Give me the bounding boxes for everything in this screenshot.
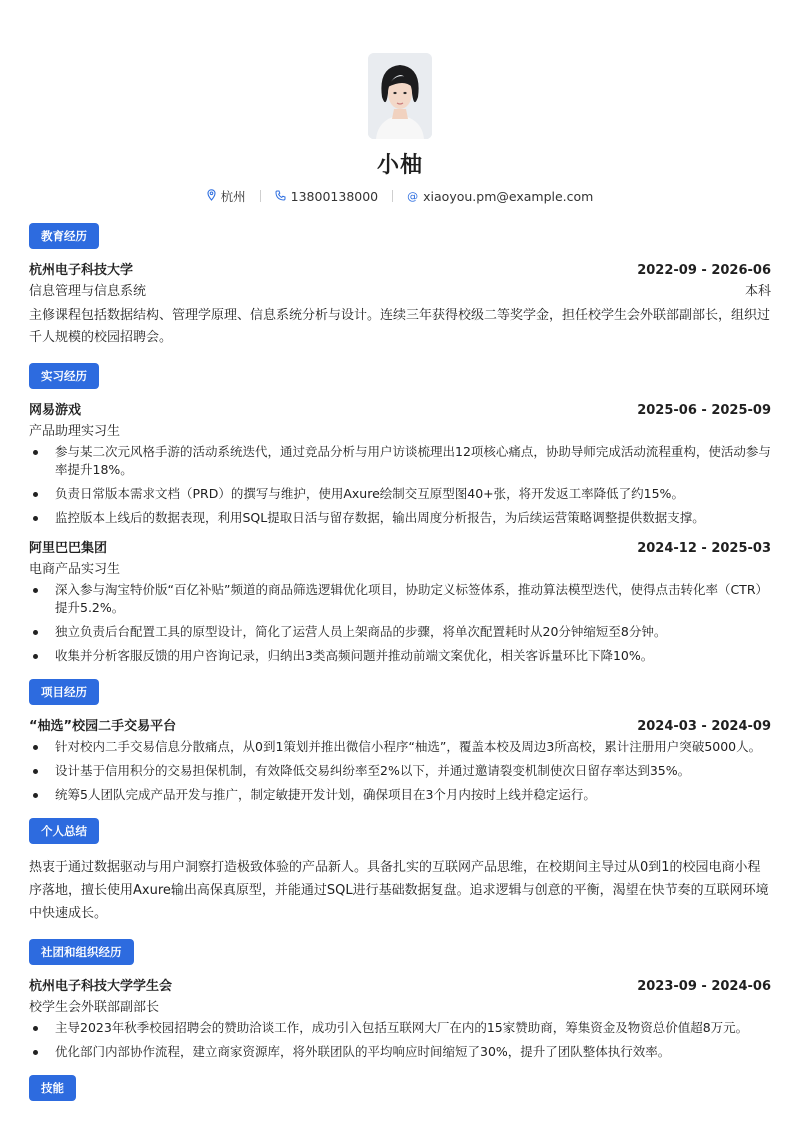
summary-section [29, 818, 771, 925]
bullet-item: 设计基于信用积分的交易担保机制，有效降低交易纠纷率至2%以下，并通过邀请裂变机制使次日留存率达到35%。 [29, 762, 771, 780]
profile-photo [368, 53, 432, 139]
resume-header [0, 0, 800, 205]
bullet-item: 监控版本上线后的数据表现，利用SQL提取日活与留存数据，输出周度分析报告，为后续运营策略调整提供数据支撑。 [29, 509, 771, 527]
job-role: 产品助理实习生 [29, 424, 121, 439]
project-date: 2024-03 - 2024-09 [637, 719, 771, 734]
school-name: 杭州电子科技大学 [29, 263, 134, 278]
project-entry [29, 715, 771, 804]
bullet-item: 收集并分析客服反馈的用户咨询记录，归纳出3类高频问题并推动前端文案优化，相关客诉量环比下降10%。 [29, 647, 771, 665]
bullet-item: 主导2023年秋季校园招聘会的赞助洽谈工作，成功引入包括互联网大厂在内的15家赞助商，筹集资金及物资总价值超8万元。 [29, 1019, 771, 1037]
bullet-item: 深入参与淘宝特价版“百亿补贴”频道的商品筛选逻辑优化项目，协助定义标签体系，推动算法模型迭代，使得点击转化率（CTR）提升5.2%。 [29, 581, 771, 617]
company-name: 网易游戏 [29, 403, 82, 418]
education-section-title: 教育经历 [29, 223, 99, 249]
skills-section-title: 技能 [29, 1075, 76, 1101]
education-date: 2022-09 - 2026-06 [637, 263, 771, 278]
bullet-item: 参与某二次元风格手游的活动系统迭代，通过竞品分析与用户访谈梳理出12项核心痛点，协助导师完成活动流程重构，使活动参与率提升18%。 [29, 443, 771, 479]
bullet-item: 统筹5人团队完成产品开发与推广，制定敏捷开发计划，确保项目在3个月内按时上线并稳定运行。 [29, 786, 771, 804]
bullet-item: 优化部门内部协作流程，建立商家资源库，将外联团队的平均响应时间缩短了30%，提升了团队整体执行效率。 [29, 1043, 771, 1061]
bullet-item: 负责日常版本需求文档（PRD）的撰写与维护，使用Axure绘制交互原型图40+张，将开发返工率降低了约15%。 [29, 485, 771, 503]
email-text[interactable]: xiaoyou.pm@example.com [423, 188, 594, 204]
internship-entry [29, 399, 771, 527]
org-name: 杭州电子科技大学学生会 [29, 979, 173, 994]
bullet-list [29, 443, 771, 527]
contact-bar [0, 187, 800, 205]
summary-section-title: 个人总结 [29, 818, 99, 844]
phone-contact [275, 189, 378, 204]
phone-icon [275, 190, 286, 203]
education-description: 主修课程包括数据结构、管理学原理、信息系统分析与设计。连续三年获得校级二等奖学金，担任校学生会外联部副部长，组织过千人规模的校园招聘会。 [29, 308, 771, 345]
internship-date: 2024-12 - 2025-03 [637, 541, 771, 556]
major-name: 信息管理与信息系统 [29, 284, 147, 299]
club-date: 2023-09 - 2024-06 [637, 979, 771, 994]
internship-section [29, 363, 771, 665]
project-section-title: 项目经历 [29, 679, 99, 705]
summary-text: 热衷于通过数据驱动与用户洞察打造极致体验的产品新人。具备扎实的互联网产品思维，在校期间主导过从0到1的校园电商小程序落地，擅长使用Axure输出高保真原型，并能通过SQL进行基础数据复盘。追求逻辑与创意的平衡，渴望在快节奏的互联网环境中快速成长。 [29, 860, 769, 921]
bullet-list [29, 581, 771, 665]
at-sign-icon: @ [407, 189, 419, 203]
contact-divider [260, 190, 261, 202]
club-role: 校学生会外联部副部长 [29, 1000, 160, 1015]
clubs-section-title: 社团和组织经历 [29, 939, 134, 965]
phone-text[interactable]: 13800138000 [290, 188, 379, 204]
job-role: 电商产品实习生 [29, 562, 121, 577]
internship-date: 2025-06 - 2025-09 [637, 403, 771, 418]
bullet-item: 针对校内二手交易信息分散痛点，从0到1策划并推出微信小程序“柚选”，覆盖本校及周边3所高校，累计注册用户突破5000人。 [29, 738, 771, 756]
company-name: 阿里巴巴集团 [29, 541, 108, 556]
portrait-image [368, 53, 432, 139]
skills-section [29, 1075, 771, 1111]
internship-section-title: 实习经历 [29, 363, 99, 389]
project-section [29, 679, 771, 804]
clubs-section [29, 939, 771, 1061]
project-name: “柚选”校园二手交易平台 [29, 719, 177, 734]
bullet-list [29, 738, 771, 804]
map-pin-icon [207, 189, 216, 203]
resume-content [0, 223, 800, 1111]
internship-entry [29, 537, 771, 665]
degree-label: 本科 [744, 284, 771, 299]
education-entry [29, 259, 771, 349]
location-text: 杭州 [220, 189, 246, 204]
bullet-item: 独立负责后台配置工具的原型设计，简化了运营人员上架商品的步骤，将单次配置耗时从20分钟缩短至8分钟。 [29, 623, 771, 641]
contact-divider [392, 190, 393, 202]
bullet-list [29, 1019, 771, 1061]
location-contact [207, 187, 246, 205]
email-contact [407, 189, 593, 204]
club-entry [29, 975, 771, 1061]
education-section [29, 223, 771, 349]
candidate-name: 小柚 [376, 153, 423, 178]
